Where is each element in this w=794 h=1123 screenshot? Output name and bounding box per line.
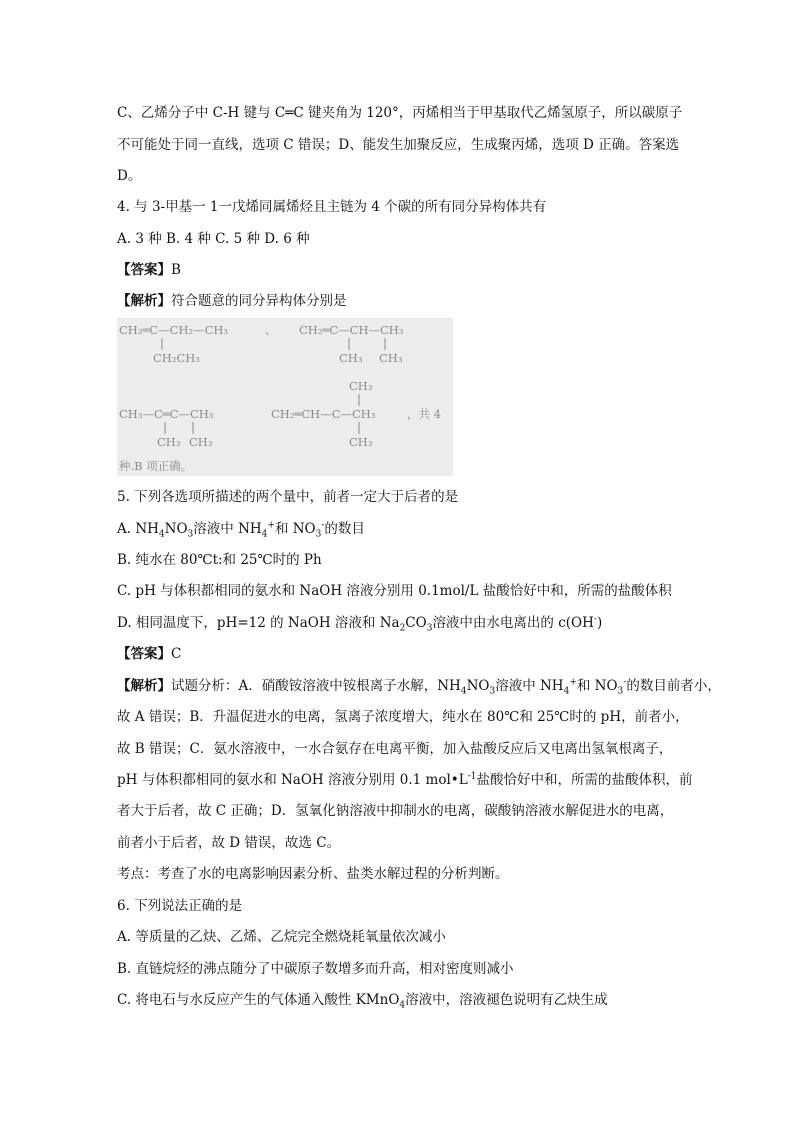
q4-answer: 【答案】B bbox=[117, 262, 181, 278]
isomer-2-main-chain: CH₂═C—CH—CH₃ bbox=[299, 323, 404, 337]
q3-analysis-line-2: 不可能处于同一直线，选项 C 错误；D、能发生加聚反应，生成聚丙烯，选项 D 正确。答案选 bbox=[117, 137, 680, 153]
q5-analysis-line-5: 者大于后者，故 C 正确；D．氢氧化钠溶液中抑制水的电离，碳酸钠溶液水解促进水的电离， bbox=[117, 803, 674, 819]
separator: 、 bbox=[265, 323, 277, 337]
q5-stem: 5. 下列各选项所描述的两个量中，前者一定大于后者的是 bbox=[117, 489, 459, 505]
q6-option-b: B. 直链烷烃的沸点随分了中碳原子数增多而升高，相对密度则减小 bbox=[117, 961, 514, 977]
q5-analysis-line-3: 故 B 错误；C．氨水溶液中，一水合氨存在电离平衡，加入盐酸反应后又电离出氢氧根离子， bbox=[117, 741, 673, 757]
isomer-structures-svg bbox=[117, 318, 453, 476]
q5-option-b: B. 纯水在 80℃t:和 25℃时的 Ph bbox=[117, 552, 322, 568]
q5-analysis-line-2: 故 A 错误；B．升温促进水的电离，氢离子浓度增大，纯水在 80℃和 25℃时的 pH，前者小， bbox=[117, 709, 689, 725]
q5-analysis-line-6: 前者小于后者，故 D 错误，故选 C。 bbox=[117, 835, 341, 851]
isomer-1-branch: CH₂CH₃ bbox=[153, 351, 200, 365]
q6-stem: 6. 下列说法正确的是 bbox=[117, 898, 243, 914]
q5-option-d: D. 相同温度下，pH=12 的 NaOH 溶液和 $Na_2CO_3$溶液中由水电离出的 c(OH-) bbox=[117, 614, 603, 634]
q5-analysis-line-4: pH 与体积都相同的氨水和 NaOH 溶液分别用 0.1 $mol•L^{-1}$盐酸恰好中和，所需的盐酸体积，前 bbox=[117, 771, 693, 788]
q5-answer: 【答案】C bbox=[117, 646, 182, 662]
q5-analysis-line-1: 【解析】试题分析：A．硝酸铵溶液中铵根离子水解，$NH_4NO_3$溶液中 $NH_4^+$和 $NO_3^-$的数目前者小， bbox=[117, 677, 721, 697]
q3-analysis-line-3: D。 bbox=[117, 168, 142, 184]
q4-options: A. 3 种 B. 4 种 C. 5 种 D. 6 种 bbox=[117, 231, 310, 247]
q5-option-a: A. $NH_4NO_3$溶液中 $NH_4^+$和 $NO_3^-$的数目 bbox=[117, 520, 365, 540]
q6-option-a: A. 等质量的乙炔、乙烯、乙烷完全燃烧耗氧量依次减小 bbox=[117, 929, 446, 945]
isomer-2-branch-2: CH₃ bbox=[379, 351, 403, 365]
figure-footer: 种.B 项正确。 bbox=[119, 459, 193, 473]
q5-option-c: C. pH 与体积都相同的氨水和 NaOH 溶液分别用 0.1mol/L 盐酸恰好中和，所需的盐酸体积 bbox=[117, 583, 672, 599]
isomer-count-note: ，共 4 bbox=[407, 407, 441, 421]
isomer-4-main-chain: CH₂═CH—C—CH₃ bbox=[271, 407, 376, 421]
q3-analysis-line-1: C、乙烯分子中 C-H 键与 C═C 键夹角为 120°，丙烯相当于甲基取代乙烯氢原子，所以碳原子 bbox=[117, 105, 683, 121]
q4-stem: 4. 与 3-甲基一 1一戊烯同属烯烃且主链为 4 个碳的所有同分异构体共有 bbox=[117, 199, 547, 215]
q4-analysis: 【解析】符合题意的同分异构体分别是 bbox=[117, 293, 347, 309]
isomer-structures-figure bbox=[117, 318, 453, 476]
isomer-1-main-chain: CH₂═C—CH₂—CH₃ bbox=[119, 323, 229, 337]
q6-option-c: C. 将电石与水反应产生的气体通入酸性 KMnO$_4$溶液中，溶液褪色说明有乙炔生成 bbox=[117, 992, 608, 1011]
isomer-4-top: CH₃ bbox=[349, 379, 373, 393]
isomer-4-bottom: CH₃ bbox=[349, 435, 373, 449]
q5-kaodian: 考点：考查了水的电离影响因素分析、盐类水解过程的分析判断。 bbox=[117, 866, 509, 882]
isomer-3-branch-1: CH₃ bbox=[157, 435, 181, 449]
isomer-3-branch-2: CH₃ bbox=[189, 435, 213, 449]
isomer-3-main-chain: CH₃—C═C—CH₃ bbox=[119, 407, 214, 421]
isomer-2-branch-1: CH₃ bbox=[339, 351, 363, 365]
